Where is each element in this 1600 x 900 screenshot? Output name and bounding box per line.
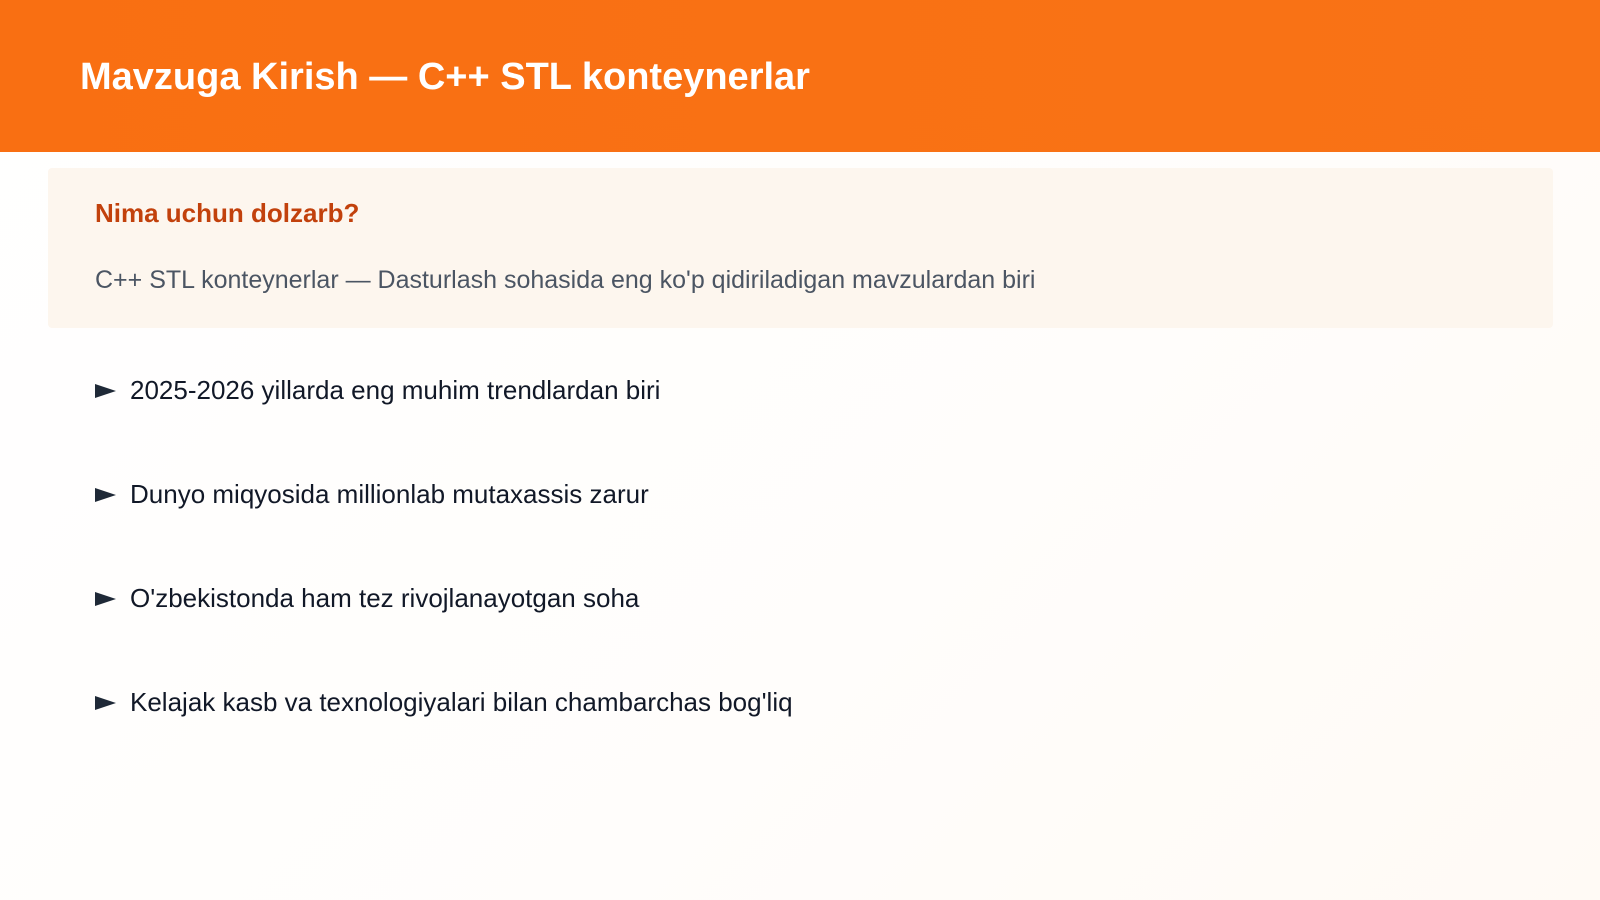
bullet-text: Kelajak kasb va texnologiyalari bilan chambarchas bog'liq <box>130 687 793 717</box>
intro-text: C++ STL konteynerlar — Dasturlash sohasida eng ko'p qidiriladigan mavzulardan biri <box>95 266 1036 294</box>
slide-title: Mavzuga Kirish — C++ STL konteynerlar <box>80 56 810 98</box>
bullet-text: O'zbekistonda ham tez rivojlanayotgan soha <box>130 583 640 613</box>
right-triangle-bullet-icon <box>95 696 116 710</box>
intro-card <box>48 168 1553 328</box>
bullet-text: 2025-2026 yillarda eng muhim trendlardan biri <box>130 375 661 405</box>
right-triangle-bullet-icon <box>95 592 116 606</box>
slide-header <box>0 0 1600 152</box>
right-triangle-bullet-icon <box>95 384 116 398</box>
right-triangle-bullet-icon <box>95 488 116 502</box>
intro-heading: Nima uchun dolzarb? <box>95 198 360 228</box>
bullet-text: Dunyo miqyosida millionlab mutaxassis zarur <box>130 479 649 509</box>
